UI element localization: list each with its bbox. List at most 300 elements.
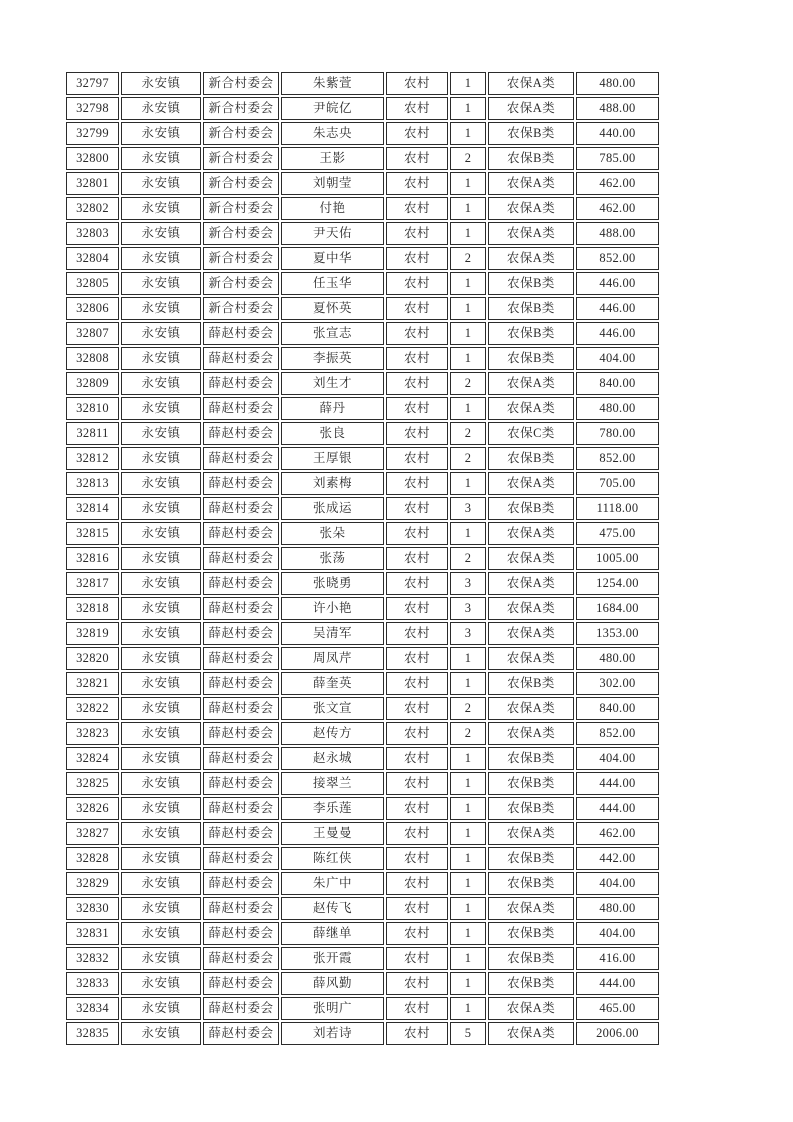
- cell-town: 永安镇: [121, 822, 201, 845]
- cell-residence-type: 农村: [386, 422, 448, 445]
- cell-person-name: 张成运: [281, 497, 384, 520]
- cell-town: 永安镇: [121, 97, 201, 120]
- cell-insurance-category: 农保A类: [488, 372, 574, 395]
- cell-village-committee: 薛赵村委会: [203, 572, 279, 595]
- cell-residence-type: 农村: [386, 872, 448, 895]
- cell-person-name: 吴清军: [281, 622, 384, 645]
- cell-amount: 852.00: [576, 447, 659, 470]
- cell-serial-no: 32823: [66, 722, 119, 745]
- cell-town: 永安镇: [121, 472, 201, 495]
- cell-person-name: 接翠兰: [281, 772, 384, 795]
- cell-town: 永安镇: [121, 722, 201, 745]
- cell-town: 永安镇: [121, 147, 201, 170]
- cell-insurance-category: 农保B类: [488, 122, 574, 145]
- cell-amount: 780.00: [576, 422, 659, 445]
- cell-insurance-category: 农保A类: [488, 597, 574, 620]
- cell-serial-no: 32813: [66, 472, 119, 495]
- cell-person-name: 付艳: [281, 197, 384, 220]
- cell-insurance-category: 农保B类: [488, 847, 574, 870]
- cell-insurance-category: 农保B类: [488, 772, 574, 795]
- cell-person-count: 5: [450, 1022, 486, 1045]
- cell-village-committee: 薛赵村委会: [203, 1022, 279, 1045]
- cell-amount: 446.00: [576, 322, 659, 345]
- cell-person-name: 王影: [281, 147, 384, 170]
- cell-amount: 404.00: [576, 347, 659, 370]
- cell-amount: 444.00: [576, 972, 659, 995]
- cell-town: 永安镇: [121, 772, 201, 795]
- cell-person-name: 张明广: [281, 997, 384, 1020]
- cell-person-count: 1: [450, 647, 486, 670]
- cell-village-committee: 薛赵村委会: [203, 822, 279, 845]
- cell-residence-type: 农村: [386, 147, 448, 170]
- cell-insurance-category: 农保B类: [488, 272, 574, 295]
- cell-person-name: 李振英: [281, 347, 384, 370]
- cell-residence-type: 农村: [386, 972, 448, 995]
- cell-person-name: 张宣志: [281, 322, 384, 345]
- cell-village-committee: 薛赵村委会: [203, 547, 279, 570]
- cell-town: 永安镇: [121, 372, 201, 395]
- cell-serial-no: 32820: [66, 647, 119, 670]
- cell-amount: 480.00: [576, 647, 659, 670]
- cell-residence-type: 农村: [386, 297, 448, 320]
- cell-serial-no: 32803: [66, 222, 119, 245]
- cell-village-committee: 薛赵村委会: [203, 722, 279, 745]
- cell-amount: 852.00: [576, 722, 659, 745]
- cell-town: 永安镇: [121, 247, 201, 270]
- cell-village-committee: 新合村委会: [203, 72, 279, 95]
- cell-insurance-category: 农保A类: [488, 172, 574, 195]
- cell-serial-no: 32811: [66, 422, 119, 445]
- cell-person-count: 1: [450, 347, 486, 370]
- cell-person-name: 薛继单: [281, 922, 384, 945]
- cell-village-committee: 薛赵村委会: [203, 447, 279, 470]
- cell-amount: 416.00: [576, 947, 659, 970]
- cell-serial-no: 32835: [66, 1022, 119, 1045]
- cell-person-count: 1: [450, 222, 486, 245]
- cell-person-count: 1: [450, 972, 486, 995]
- cell-person-name: 张朵: [281, 522, 384, 545]
- cell-insurance-category: 农保A类: [488, 197, 574, 220]
- cell-person-count: 1: [450, 922, 486, 945]
- cell-person-name: 薛风勤: [281, 972, 384, 995]
- cell-residence-type: 农村: [386, 1022, 448, 1045]
- cell-amount: 705.00: [576, 472, 659, 495]
- cell-residence-type: 农村: [386, 447, 448, 470]
- cell-amount: 840.00: [576, 697, 659, 720]
- cell-amount: 465.00: [576, 997, 659, 1020]
- cell-person-count: 1: [450, 997, 486, 1020]
- cell-amount: 444.00: [576, 772, 659, 795]
- cell-village-committee: 薛赵村委会: [203, 797, 279, 820]
- cell-amount: 480.00: [576, 72, 659, 95]
- cell-residence-type: 农村: [386, 247, 448, 270]
- cell-insurance-category: 农保A类: [488, 72, 574, 95]
- cell-village-committee: 薛赵村委会: [203, 972, 279, 995]
- cell-serial-no: 32817: [66, 572, 119, 595]
- cell-serial-no: 32798: [66, 97, 119, 120]
- cell-serial-no: 32808: [66, 347, 119, 370]
- cell-residence-type: 农村: [386, 997, 448, 1020]
- cell-town: 永安镇: [121, 72, 201, 95]
- cell-person-name: 赵传方: [281, 722, 384, 745]
- cell-person-name: 周凤芹: [281, 647, 384, 670]
- cell-insurance-category: 农保B类: [488, 147, 574, 170]
- cell-residence-type: 农村: [386, 472, 448, 495]
- cell-person-count: 3: [450, 622, 486, 645]
- cell-town: 永安镇: [121, 872, 201, 895]
- cell-person-name: 赵传飞: [281, 897, 384, 920]
- cell-residence-type: 农村: [386, 947, 448, 970]
- cell-town: 永安镇: [121, 122, 201, 145]
- cell-person-name: 王厚银: [281, 447, 384, 470]
- cell-town: 永安镇: [121, 947, 201, 970]
- cell-residence-type: 农村: [386, 97, 448, 120]
- cell-serial-no: 32800: [66, 147, 119, 170]
- cell-person-name: 刘若诗: [281, 1022, 384, 1045]
- cell-serial-no: 32799: [66, 122, 119, 145]
- cell-residence-type: 农村: [386, 522, 448, 545]
- cell-insurance-category: 农保B类: [488, 747, 574, 770]
- cell-village-committee: 薛赵村委会: [203, 497, 279, 520]
- cell-person-name: 张文宣: [281, 697, 384, 720]
- cell-insurance-category: 农保A类: [488, 547, 574, 570]
- cell-person-name: 张晓勇: [281, 572, 384, 595]
- cell-village-committee: 薛赵村委会: [203, 397, 279, 420]
- cell-insurance-category: 农保A类: [488, 897, 574, 920]
- cell-insurance-category: 农保B类: [488, 447, 574, 470]
- cell-person-name: 刘生才: [281, 372, 384, 395]
- cell-person-count: 1: [450, 522, 486, 545]
- cell-village-committee: 薛赵村委会: [203, 672, 279, 695]
- cell-village-committee: 新合村委会: [203, 197, 279, 220]
- cell-serial-no: 32812: [66, 447, 119, 470]
- cell-person-name: 张开霞: [281, 947, 384, 970]
- cell-village-committee: 薛赵村委会: [203, 472, 279, 495]
- cell-village-committee: 薛赵村委会: [203, 922, 279, 945]
- cell-amount: 1005.00: [576, 547, 659, 570]
- cell-person-count: 1: [450, 297, 486, 320]
- benefit-roster-table: [66, 72, 659, 1045]
- cell-insurance-category: 农保B类: [488, 797, 574, 820]
- cell-residence-type: 农村: [386, 847, 448, 870]
- cell-residence-type: 农村: [386, 197, 448, 220]
- cell-insurance-category: 农保A类: [488, 522, 574, 545]
- cell-serial-no: 32797: [66, 72, 119, 95]
- cell-person-count: 2: [450, 722, 486, 745]
- cell-serial-no: 32822: [66, 697, 119, 720]
- cell-town: 永安镇: [121, 522, 201, 545]
- cell-person-name: 朱广中: [281, 872, 384, 895]
- cell-residence-type: 农村: [386, 622, 448, 645]
- cell-serial-no: 32834: [66, 997, 119, 1020]
- cell-person-name: 尹皖亿: [281, 97, 384, 120]
- cell-insurance-category: 农保B类: [488, 347, 574, 370]
- cell-person-count: 2: [450, 247, 486, 270]
- cell-village-committee: 薛赵村委会: [203, 997, 279, 1020]
- cell-village-committee: 新合村委会: [203, 172, 279, 195]
- cell-serial-no: 32832: [66, 947, 119, 970]
- cell-residence-type: 农村: [386, 647, 448, 670]
- cell-village-committee: 薛赵村委会: [203, 947, 279, 970]
- cell-amount: 462.00: [576, 172, 659, 195]
- cell-person-name: 陈红侠: [281, 847, 384, 870]
- cell-village-committee: 薛赵村委会: [203, 422, 279, 445]
- cell-amount: 475.00: [576, 522, 659, 545]
- cell-amount: 1254.00: [576, 572, 659, 595]
- cell-person-count: 2: [450, 422, 486, 445]
- cell-town: 永安镇: [121, 397, 201, 420]
- cell-town: 永安镇: [121, 922, 201, 945]
- cell-town: 永安镇: [121, 847, 201, 870]
- cell-serial-no: 32827: [66, 822, 119, 845]
- cell-insurance-category: 农保B类: [488, 497, 574, 520]
- cell-village-committee: 新合村委会: [203, 272, 279, 295]
- cell-village-committee: 新合村委会: [203, 97, 279, 120]
- cell-insurance-category: 农保A类: [488, 722, 574, 745]
- cell-person-name: 赵永城: [281, 747, 384, 770]
- cell-village-committee: 新合村委会: [203, 122, 279, 145]
- cell-person-name: 夏怀英: [281, 297, 384, 320]
- cell-residence-type: 农村: [386, 347, 448, 370]
- cell-amount: 785.00: [576, 147, 659, 170]
- cell-serial-no: 32819: [66, 622, 119, 645]
- cell-residence-type: 农村: [386, 597, 448, 620]
- cell-residence-type: 农村: [386, 697, 448, 720]
- cell-serial-no: 32826: [66, 797, 119, 820]
- cell-person-count: 1: [450, 672, 486, 695]
- cell-residence-type: 农村: [386, 822, 448, 845]
- cell-person-count: 1: [450, 772, 486, 795]
- cell-residence-type: 农村: [386, 372, 448, 395]
- cell-amount: 440.00: [576, 122, 659, 145]
- cell-insurance-category: 农保B类: [488, 322, 574, 345]
- cell-village-committee: 薛赵村委会: [203, 522, 279, 545]
- cell-person-count: 2: [450, 697, 486, 720]
- cell-town: 永安镇: [121, 597, 201, 620]
- cell-village-committee: 薛赵村委会: [203, 847, 279, 870]
- cell-amount: 462.00: [576, 822, 659, 845]
- cell-person-count: 1: [450, 72, 486, 95]
- cell-town: 永安镇: [121, 622, 201, 645]
- cell-person-count: 1: [450, 797, 486, 820]
- cell-person-count: 1: [450, 272, 486, 295]
- cell-amount: 480.00: [576, 897, 659, 920]
- cell-insurance-category: 农保B类: [488, 947, 574, 970]
- cell-serial-no: 32825: [66, 772, 119, 795]
- cell-serial-no: 32809: [66, 372, 119, 395]
- cell-person-count: 3: [450, 597, 486, 620]
- cell-town: 永安镇: [121, 422, 201, 445]
- cell-village-committee: 薛赵村委会: [203, 347, 279, 370]
- cell-serial-no: 32816: [66, 547, 119, 570]
- cell-town: 永安镇: [121, 222, 201, 245]
- cell-person-count: 1: [450, 847, 486, 870]
- cell-village-committee: 新合村委会: [203, 247, 279, 270]
- cell-amount: 488.00: [576, 97, 659, 120]
- cell-amount: 404.00: [576, 922, 659, 945]
- cell-town: 永安镇: [121, 347, 201, 370]
- cell-serial-no: 32815: [66, 522, 119, 545]
- cell-residence-type: 农村: [386, 122, 448, 145]
- cell-person-count: 1: [450, 197, 486, 220]
- cell-person-name: 李乐莲: [281, 797, 384, 820]
- cell-person-name: 王曼曼: [281, 822, 384, 845]
- cell-town: 永安镇: [121, 447, 201, 470]
- cell-amount: 462.00: [576, 197, 659, 220]
- cell-serial-no: 32829: [66, 872, 119, 895]
- cell-person-count: 3: [450, 497, 486, 520]
- cell-insurance-category: 农保B类: [488, 872, 574, 895]
- cell-serial-no: 32831: [66, 922, 119, 945]
- cell-serial-no: 32805: [66, 272, 119, 295]
- cell-insurance-category: 农保A类: [488, 222, 574, 245]
- cell-person-count: 1: [450, 172, 486, 195]
- cell-person-count: 1: [450, 822, 486, 845]
- cell-town: 永安镇: [121, 697, 201, 720]
- cell-person-name: 张荡: [281, 547, 384, 570]
- cell-residence-type: 农村: [386, 547, 448, 570]
- cell-town: 永安镇: [121, 897, 201, 920]
- cell-serial-no: 32814: [66, 497, 119, 520]
- cell-person-name: 夏中华: [281, 247, 384, 270]
- cell-town: 永安镇: [121, 497, 201, 520]
- cell-insurance-category: 农保A类: [488, 97, 574, 120]
- cell-serial-no: 32818: [66, 597, 119, 620]
- cell-insurance-category: 农保A类: [488, 247, 574, 270]
- cell-residence-type: 农村: [386, 272, 448, 295]
- cell-serial-no: 32821: [66, 672, 119, 695]
- cell-person-name: 任玉华: [281, 272, 384, 295]
- cell-village-committee: 薛赵村委会: [203, 897, 279, 920]
- cell-serial-no: 32806: [66, 297, 119, 320]
- cell-amount: 446.00: [576, 272, 659, 295]
- cell-person-count: 1: [450, 747, 486, 770]
- cell-insurance-category: 农保C类: [488, 422, 574, 445]
- cell-insurance-category: 农保B类: [488, 922, 574, 945]
- cell-residence-type: 农村: [386, 497, 448, 520]
- cell-town: 永安镇: [121, 997, 201, 1020]
- cell-village-committee: 薛赵村委会: [203, 622, 279, 645]
- cell-residence-type: 农村: [386, 72, 448, 95]
- cell-person-name: 刘朝莹: [281, 172, 384, 195]
- cell-village-committee: 新合村委会: [203, 297, 279, 320]
- cell-village-committee: 新合村委会: [203, 147, 279, 170]
- cell-insurance-category: 农保A类: [488, 697, 574, 720]
- cell-serial-no: 32824: [66, 747, 119, 770]
- cell-town: 永安镇: [121, 197, 201, 220]
- cell-person-name: 张良: [281, 422, 384, 445]
- cell-residence-type: 农村: [386, 922, 448, 945]
- cell-residence-type: 农村: [386, 897, 448, 920]
- cell-person-count: 1: [450, 472, 486, 495]
- cell-town: 永安镇: [121, 747, 201, 770]
- cell-amount: 444.00: [576, 797, 659, 820]
- cell-residence-type: 农村: [386, 672, 448, 695]
- cell-insurance-category: 农保B类: [488, 672, 574, 695]
- cell-insurance-category: 农保B类: [488, 297, 574, 320]
- cell-insurance-category: 农保B类: [488, 972, 574, 995]
- cell-person-name: 尹天佑: [281, 222, 384, 245]
- cell-residence-type: 农村: [386, 772, 448, 795]
- cell-town: 永安镇: [121, 322, 201, 345]
- cell-residence-type: 农村: [386, 747, 448, 770]
- cell-village-committee: 薛赵村委会: [203, 697, 279, 720]
- cell-serial-no: 32828: [66, 847, 119, 870]
- cell-serial-no: 32801: [66, 172, 119, 195]
- cell-person-name: 刘素梅: [281, 472, 384, 495]
- cell-town: 永安镇: [121, 297, 201, 320]
- cell-person-count: 1: [450, 122, 486, 145]
- cell-insurance-category: 农保A类: [488, 472, 574, 495]
- cell-serial-no: 32810: [66, 397, 119, 420]
- cell-amount: 2006.00: [576, 1022, 659, 1045]
- cell-person-count: 2: [450, 547, 486, 570]
- cell-amount: 442.00: [576, 847, 659, 870]
- cell-village-committee: 薛赵村委会: [203, 747, 279, 770]
- cell-insurance-category: 农保A类: [488, 1022, 574, 1045]
- cell-person-count: 2: [450, 372, 486, 395]
- cell-village-committee: 薛赵村委会: [203, 647, 279, 670]
- cell-serial-no: 32833: [66, 972, 119, 995]
- cell-residence-type: 农村: [386, 397, 448, 420]
- cell-person-count: 1: [450, 397, 486, 420]
- cell-town: 永安镇: [121, 172, 201, 195]
- cell-amount: 302.00: [576, 672, 659, 695]
- cell-insurance-category: 农保A类: [488, 647, 574, 670]
- cell-town: 永安镇: [121, 272, 201, 295]
- cell-serial-no: 32804: [66, 247, 119, 270]
- cell-serial-no: 32830: [66, 897, 119, 920]
- cell-village-committee: 薛赵村委会: [203, 322, 279, 345]
- cell-village-committee: 新合村委会: [203, 222, 279, 245]
- cell-person-name: 薛奎英: [281, 672, 384, 695]
- cell-person-name: 朱紫萱: [281, 72, 384, 95]
- cell-person-name: 朱志央: [281, 122, 384, 145]
- cell-residence-type: 农村: [386, 322, 448, 345]
- cell-village-committee: 薛赵村委会: [203, 597, 279, 620]
- cell-amount: 1353.00: [576, 622, 659, 645]
- cell-amount: 852.00: [576, 247, 659, 270]
- cell-person-count: 1: [450, 97, 486, 120]
- cell-serial-no: 32802: [66, 197, 119, 220]
- cell-village-committee: 薛赵村委会: [203, 372, 279, 395]
- cell-village-committee: 薛赵村委会: [203, 772, 279, 795]
- cell-town: 永安镇: [121, 647, 201, 670]
- cell-town: 永安镇: [121, 972, 201, 995]
- cell-residence-type: 农村: [386, 722, 448, 745]
- cell-town: 永安镇: [121, 797, 201, 820]
- cell-insurance-category: 农保A类: [488, 397, 574, 420]
- cell-person-count: 1: [450, 322, 486, 345]
- cell-amount: 840.00: [576, 372, 659, 395]
- cell-town: 永安镇: [121, 672, 201, 695]
- cell-person-count: 1: [450, 947, 486, 970]
- cell-town: 永安镇: [121, 572, 201, 595]
- cell-serial-no: 32807: [66, 322, 119, 345]
- cell-village-committee: 薛赵村委会: [203, 872, 279, 895]
- cell-amount: 480.00: [576, 397, 659, 420]
- cell-person-count: 2: [450, 447, 486, 470]
- cell-amount: 1684.00: [576, 597, 659, 620]
- cell-residence-type: 农村: [386, 797, 448, 820]
- cell-person-count: 3: [450, 572, 486, 595]
- cell-person-name: 许小艳: [281, 597, 384, 620]
- cell-person-count: 1: [450, 897, 486, 920]
- cell-amount: 404.00: [576, 747, 659, 770]
- cell-insurance-category: 农保A类: [488, 822, 574, 845]
- cell-insurance-category: 农保A类: [488, 997, 574, 1020]
- cell-insurance-category: 农保A类: [488, 572, 574, 595]
